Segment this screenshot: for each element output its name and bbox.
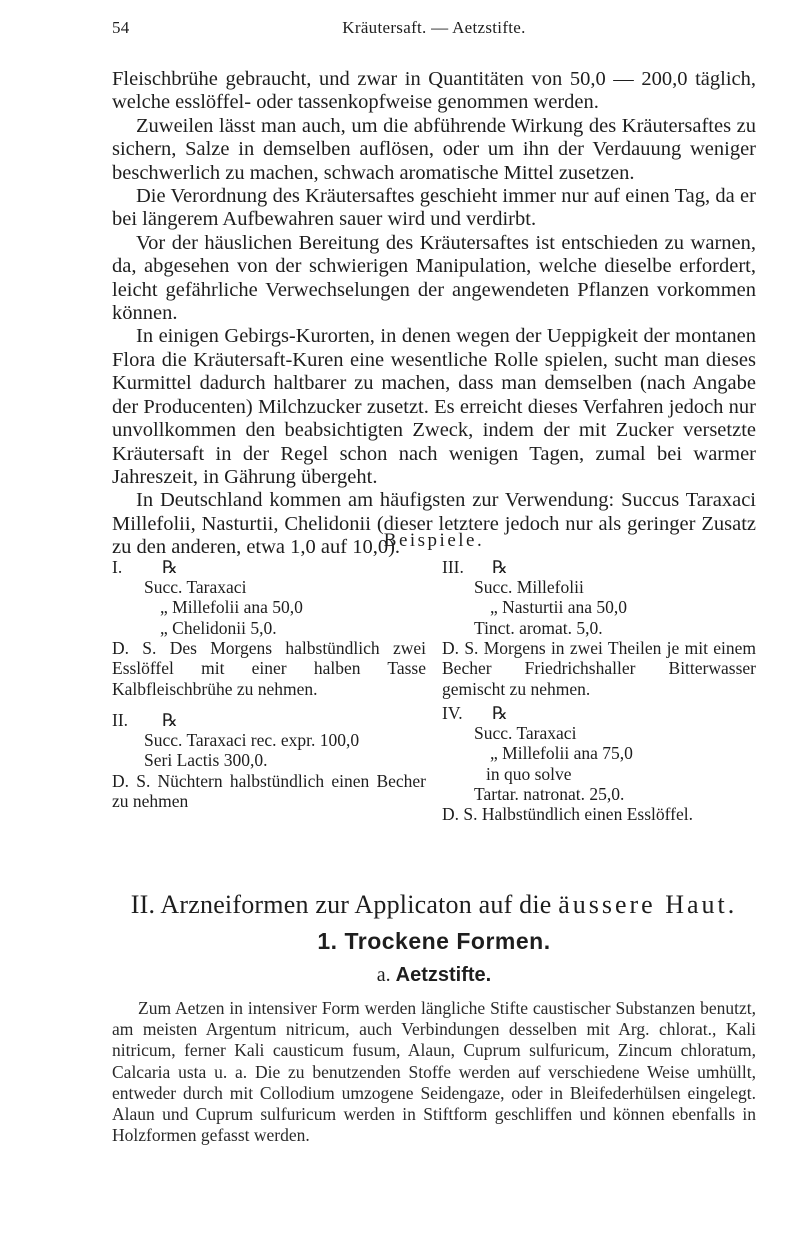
paragraph: In einigen Gebirgs-Kurorten, in denen wegen der Ueppigkeit der montanen Flora die Kräutersaft-Kuren eine wesentliche Rolle spielen, sucht man dieses Kurmittel dadurch haltbarer zu machen, dass man demselben (nach Angabe der Producenten) Milchzucker zusetzt. Es erreicht dieses Verfahren jedoch nur unvollkommen den beabsichtigten Zweck, indem der mit Zucker versetzte Kräutersaft in der Regel schon nach wenigen Tagen, zumal bei warmer Jahreszeit, in Gährung übergeht. [112, 325, 756, 488]
ingredient-line: „ Nasturtii ana 50,0 [490, 597, 628, 617]
paragraph: Zum Aetzen in intensiver Form werden längliche Stifte caustischer Substanzen benutzt, am meisten Argentum nitricum, auch Verbindungen desselben mit Arg. chlorat., Kali nitricum, ferner Kali causticum fusum, Alaun, Cuprum sulfuricum, Zincum chloratum, Calcaria usta u. a. Die zu benutzenden Stoffe werden auf verschiedene Weise umhüllt, entweder durch mit Collodium umzogene Seidengaze, oder in Bleifederhülsen eingelegt. Alaun und Cuprum sulfuricum werden in Stiftform geschliffen und können ebenfalls in Holzformen gefasst werden. [112, 998, 756, 1146]
ingredient-line: in quo solve [486, 764, 572, 784]
running-head [112, 18, 756, 44]
recipe-4 [442, 703, 756, 823]
subsubsection-heading [112, 964, 756, 987]
recipe-1 [112, 557, 426, 699]
dosage-instruction: D. S. Nüchtern halbstündlich einen Becher zu nehmen [112, 771, 426, 812]
recipe-number: I. [112, 557, 123, 577]
ingredient-line: Tartar. natronat. 25,0. [474, 784, 625, 804]
recipe-number: II. [112, 710, 129, 730]
section-title-main: Arzneiformen zur Applicaton auf die [160, 890, 552, 919]
ingredient-line: Seri Lactis 300,0. [144, 750, 268, 770]
examples-heading: Beispiele. [383, 530, 485, 551]
dosage-instruction: D. S. Halbstündlich einen Esslöffel. [442, 804, 693, 824]
recipe-2 [112, 710, 426, 820]
subsection-heading: 1. Trockene Formen. [317, 928, 551, 954]
ingredient-line: „ Millefolii ana 50,0 [160, 597, 303, 617]
ingredient-line: Tinct. aromat. 5,0. [474, 618, 603, 638]
rx-symbol: ℞ [492, 557, 508, 577]
paragraph: In Deutschland kommen am häufigsten zur Verwendung: Succus Taraxaci Millefolii, Nasturtii, Chelidonii (dieser letztere jedoch nur als geringer Zusatz zu den anderen, etwa 1,0 auf 10,0). [112, 489, 756, 559]
ingredient-line: Succ. Taraxaci [144, 577, 247, 597]
subsubsection-letter: a. [376, 964, 391, 986]
paragraph: Die Verordnung des Kräutersaftes geschieht immer nur auf einen Tag, da er bei längerem Aufbewahren sauer wird und verdirbt. [112, 185, 756, 231]
paragraph: Zuweilen lässt man auch, um die abführende Wirkung des Kräutersaftes zu sichern, Salze in demselben auflösen, oder um ihn der Verdauung weniger beschwerlich zu machen, schwach aromatische Mittel zusetzen. [112, 114, 756, 184]
section-title-spaced: äussere Haut. [558, 890, 738, 919]
running-title: Kräutersaft. — Aetzstifte. [342, 18, 526, 37]
subsubsection-title: Aetzstifte. [395, 964, 492, 986]
ingredient-line: „ Millefolii ana 75,0 [490, 743, 633, 763]
section-numeral: II. [130, 890, 156, 919]
paragraph: Vor der häuslichen Bereitung des Kräutersaftes ist entschieden zu warnen, da, abgesehen von der schwierigen Manipulation, welche dieselbe erfordert, leicht gefährliche Verwechselungen der angewendeten Pflanzen vorkommen können. [112, 231, 756, 325]
ingredient-line: „ Chelidonii 5,0. [160, 618, 277, 638]
aetzstifte-text [112, 998, 756, 1146]
rx-symbol: ℞ [162, 710, 178, 730]
page-number: 54 [112, 18, 130, 37]
ingredient-line: Succ. Millefolii [474, 577, 584, 597]
recipe-number: IV. [442, 703, 463, 723]
rx-symbol: ℞ [162, 557, 178, 577]
section-heading [112, 890, 756, 920]
recipe-number: III. [442, 557, 464, 577]
body-text [112, 68, 756, 560]
dosage-instruction: D. S. Des Morgens halbstündlich zwei Esslöffel mit einer halben Tasse Kalbfleischbrühe zu nehmen. [112, 638, 426, 699]
dosage-instruction: D. S. Morgens in zwei Theilen je mit einem Becher Friedrichshaller Bitterwasser gemischt zu nehmen. [442, 638, 756, 699]
rx-symbol: ℞ [492, 703, 508, 723]
paragraph: Fleischbrühe gebraucht, und zwar in Quantitäten von 50,0 — 200,0 täglich, welche esslöffel- oder tassenkopfweise genommen werden. [112, 68, 756, 114]
recipe-3 [442, 557, 756, 699]
ingredient-line: Succ. Taraxaci [474, 723, 577, 743]
ingredient-line: Succ. Taraxaci rec. expr. 100,0 [144, 730, 360, 750]
